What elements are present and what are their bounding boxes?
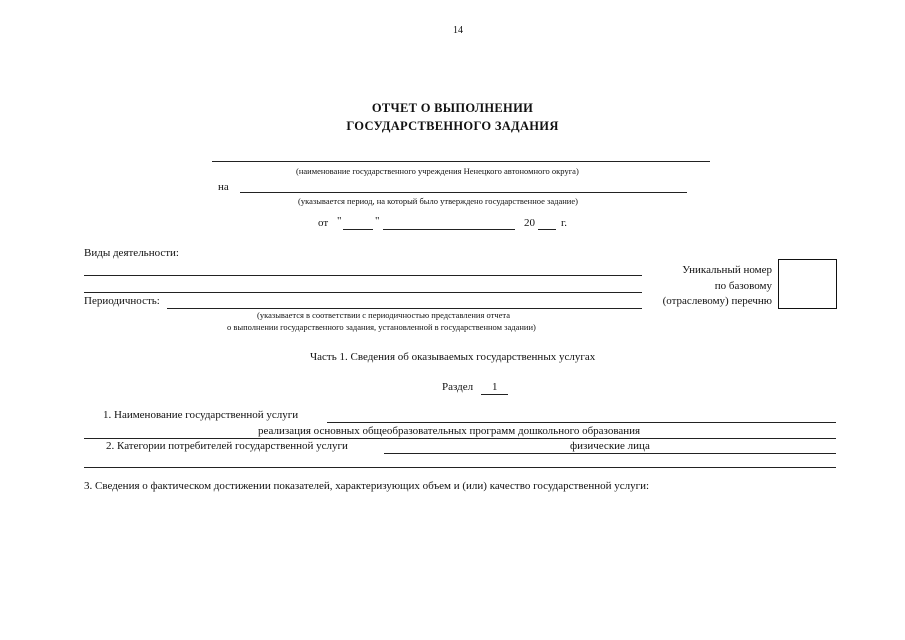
date-month-line[interactable] <box>383 229 515 230</box>
periodicity-line[interactable] <box>167 308 642 309</box>
institution-name-line[interactable] <box>212 161 710 162</box>
report-title-line2: ГОСУДАРСТВЕННОГО ЗАДАНИЯ <box>346 119 559 133</box>
date-year-suffix: г. <box>561 217 568 229</box>
service-name-line-2[interactable] <box>84 438 836 439</box>
period-caption: (указывается период, на который было утверждено государственное задание) <box>298 196 578 206</box>
periodicity-caption-line2: о выполнении государственного задания, установленной в государственном задании) <box>227 322 536 332</box>
periodicity-caption-line1: (указывается в соответствии с периодичностью представления отчета <box>257 310 510 320</box>
section-number-line[interactable] <box>481 394 508 395</box>
page-number: 14 <box>453 25 463 36</box>
section-number: 1 <box>492 381 498 393</box>
activity-line-2[interactable] <box>84 292 642 293</box>
institution-caption: (наименование государственного учреждения Ненецкого автономного округа) <box>296 166 579 176</box>
consumers-line-1[interactable] <box>384 453 836 454</box>
period-line[interactable] <box>240 192 687 193</box>
service-name-value: реализация основных общеобразовательных программ дошкольного образования <box>258 425 641 437</box>
activity-line-1[interactable] <box>84 275 642 276</box>
periodicity-label: Периодичность: <box>84 295 160 307</box>
service-name-line-1[interactable] <box>327 422 836 423</box>
date-year-line[interactable] <box>538 229 556 230</box>
period-prefix: на <box>218 181 229 193</box>
activity-label: Виды деятельности: <box>84 247 179 259</box>
unique-number-box[interactable] <box>778 259 837 309</box>
unique-number-line2: по базовому <box>714 280 772 292</box>
date-quote-open: " <box>337 215 342 227</box>
service-name-label: 1. Наименование государственной услуги <box>103 409 299 421</box>
consumers-label: 2. Категории потребителей государственной услуги <box>106 440 348 452</box>
part-heading: Часть 1. Сведения об оказываемых государственных услугах <box>310 351 596 363</box>
consumers-line-2[interactable] <box>84 467 836 468</box>
date-from-label: от <box>318 217 329 229</box>
date-year-prefix: 20 <box>524 217 535 229</box>
date-day-line[interactable] <box>343 229 373 230</box>
unique-number-line1: Уникальный номер <box>682 264 772 276</box>
unique-number-line3: (отраслевому) перечню <box>662 295 772 307</box>
indicators-heading: 3. Сведения о фактическом достижении показателей, характеризующих объем и (или) качество государственной услуги: <box>84 480 650 492</box>
section-label: Раздел <box>442 381 474 393</box>
consumers-value: физические лица <box>570 440 650 452</box>
report-title-line1: ОТЧЕТ О ВЫПОЛНЕНИИ <box>371 101 534 115</box>
date-quote-close: " <box>375 215 380 227</box>
